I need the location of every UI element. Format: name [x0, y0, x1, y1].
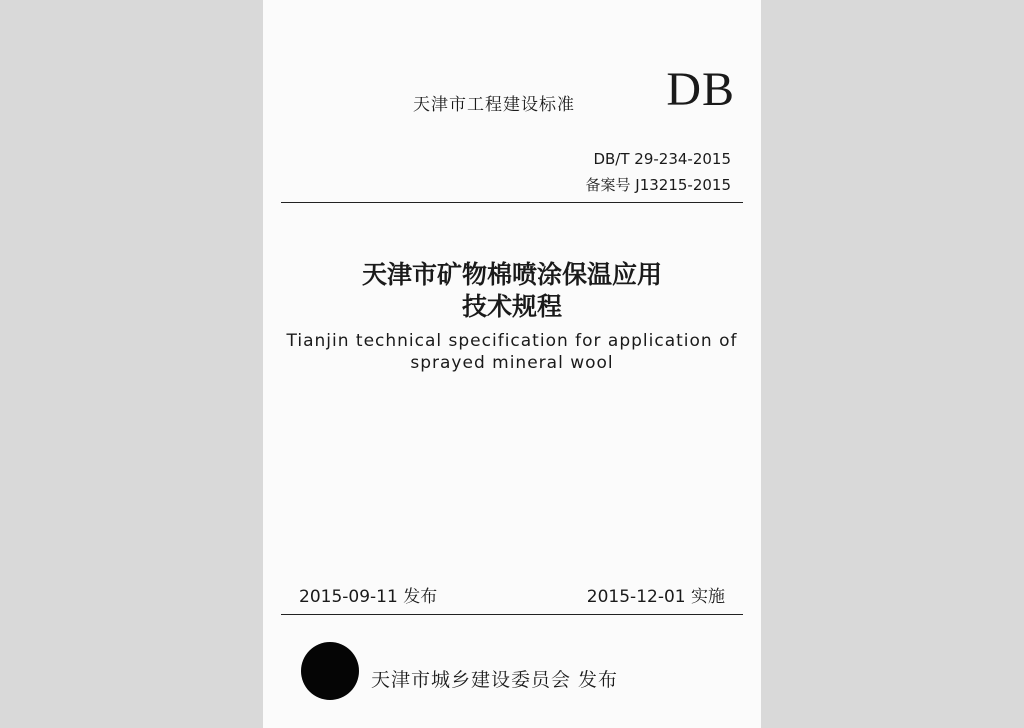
title-cn-line1: 天津市矿物棉喷涂保温应用	[361, 260, 662, 289]
title-cn-line2: 技术规程	[461, 292, 562, 321]
db-mark: DB	[666, 63, 735, 116]
seal-emblem	[301, 642, 359, 700]
title-en-line2: sprayed mineral wool	[410, 353, 614, 373]
standard-series: 天津市工程建设标准	[413, 95, 575, 115]
title-en-line1: Tianjin technical specification for application of	[286, 331, 738, 351]
standard-code: DB/T 29-234-2015	[593, 150, 731, 168]
issue-date: 2015-09-11 发布	[299, 587, 438, 607]
implementation-date: 2015-12-01 实施	[586, 587, 725, 607]
bottom-divider	[281, 614, 743, 615]
publisher: 天津市城乡建设委员会 发布	[371, 669, 619, 691]
top-divider	[281, 202, 743, 203]
filing-number: 备案号 J13215-2015	[585, 176, 731, 194]
document-cover	[263, 0, 761, 728]
